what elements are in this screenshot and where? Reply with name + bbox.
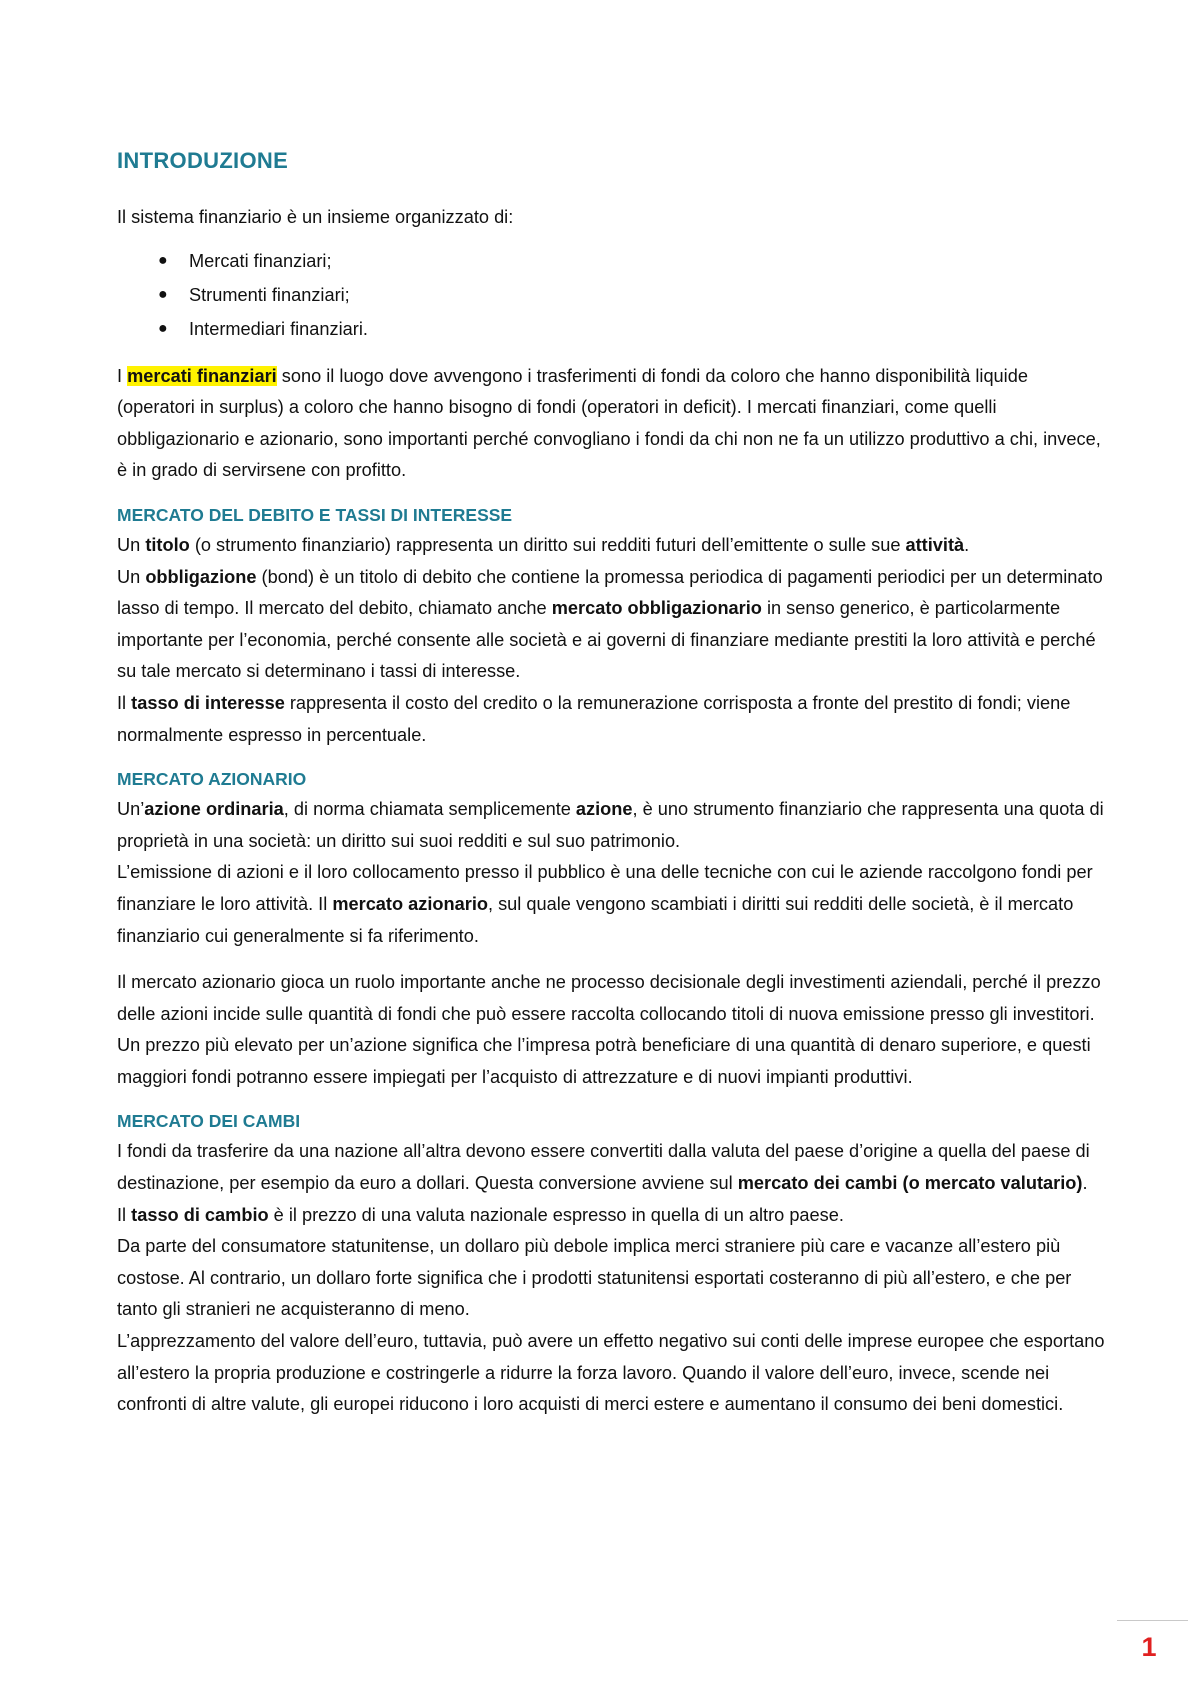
bold-term: attività [905,534,965,555]
text-span: Un [117,566,146,587]
bold-term: tasso di interesse [131,692,285,713]
text-span: è il prezzo di una valuta nazionale espresso in quella di un altro paese. [268,1204,844,1225]
list-item [117,278,1107,312]
azionario-paragraph-2 [117,857,1107,952]
debito-paragraph-3 [117,688,1107,751]
bold-term: azione ordinaria [144,799,284,820]
text-span: sono il luogo dove avvengono i trasferimenti di fondi da coloro che hanno disponibilità liquide (operatori in surplus) a coloro che hanno bisogno di fondi (operatori in deficit). I mercati finanziari, come quelli obbligazionario e azionario, sono importanti perché convogliano i fondi da chi non ne fa un utilizzo produttivo a chi, invece, è in grado di servirsene con profitto. [117,365,1101,481]
list-item [117,312,1107,346]
list-item-text: Strumenti finanziari; [189,284,350,305]
bold-term: obbligazione [145,566,257,587]
bullet-icon: ● [158,251,168,269]
section-heading-debito: MERCATO DEL DEBITO E TASSI DI INTERESSE [117,504,513,525]
section-heading-azionario: MERCATO AZIONARIO [117,769,307,790]
page-number: 1 [1141,1632,1157,1662]
text-span: rappresenta il costo del credito o la remunerazione corrisposta a fronte del prestito di fondi; viene normalmente espresso in percentuale. [117,692,1071,745]
highlighted-term: mercati finanziari [127,365,277,386]
bold-term: mercato obbligazionario [551,598,762,619]
text-span: . [1082,1173,1088,1194]
intro-heading: INTRODUZIONE [117,148,289,173]
list-item-text: Intermediari finanziari. [189,318,368,339]
debito-paragraph-2 [117,562,1107,688]
page-content [117,146,1107,1421]
bold-term: titolo [145,534,190,555]
text-span: Il [117,692,132,713]
text-span: I fondi da trasferire da una nazione all’altra devono essere convertiti dalla valuta del paese d’origine a quella del paese di destinazione, per esempio da euro a dollari. Questa conversione avviene sul [117,1141,1090,1194]
cambi-paragraph-1 [117,1136,1107,1199]
text-span: in senso generico, è particolarmente importante per l’economia, perché consente alle società e ai governi di finanziare mediante prestiti la loro attività e perché su tale mercato si determinano i tassi di interesse. [117,598,1096,682]
azionario-paragraph-1 [117,794,1107,857]
text-span: (bond) è un titolo di debito che contiene la promessa periodica di pagamenti periodici per un determinato lasso di tempo. Il mercato del debito, chiamato anche [117,566,1103,619]
text-span: Un [117,534,146,555]
footer-divider [1117,1620,1188,1621]
text-span: I [117,365,128,386]
text-span: . [964,534,970,555]
list-item [117,244,1107,278]
cambi-paragraph-4: L’apprezzamento del valore dell’euro, tuttavia, può avere un effetto negativo sui conti delle imprese europee che esportano all’estero la propria produzione e costringerle a ridurre la forza lavoro. Quando il valore dell’euro, invece, scende nei confronti di altre valute, gli europei riducono i loro acquisti di merci estere e aumentano il consumo dei beni domestici. [117,1331,1105,1415]
text-span: , sul quale vengono scambiati i diritti sui redditi delle società, è il mercato finanziario cui generalmente si fa riferimento. [117,893,1074,946]
bold-term: mercato dei cambi (o mercato valutario) [737,1173,1083,1194]
bold-term: azione [575,799,633,820]
text-span: , di norma chiamata semplicemente [283,799,576,820]
bullet-icon: ● [158,319,168,337]
bullet-icon: ● [158,285,168,303]
bold-term: tasso di cambio [131,1204,269,1225]
list-item-text: Mercati finanziari; [189,250,332,271]
intro-lead: Il sistema finanziario è un insieme organizzato di: [117,207,514,227]
text-span: (o strumento finanziario) rappresenta un diritto sui redditi futuri dell’emittente o sulle sue [189,534,906,555]
intro-paragraph [117,361,1107,487]
azionario-paragraph-3: Il mercato azionario gioca un ruolo importante anche ne processo decisionale degli investimenti aziendali, perché il prezzo delle azioni incide sulle quantità di fondi che può essere raccolta collocando titoli di nuova emissione presso gli investitori. Un prezzo più elevato per un’azione significa che l’impresa potrà beneficiare di una quantità di denaro superiore, e questi maggiori fondi potranno essere impiegati per l’acquisto di attrezzature e di nuovi impianti produttivi. [117,972,1101,1087]
bullet-list [117,244,1107,346]
text-span: L’emissione di azioni e il loro collocamento presso il pubblico è una delle tecniche con cui le aziende raccolgono fondi per finanziare le loro attività. Il [117,862,1093,914]
text-span: , è uno strumento finanziario che rappresenta una quota di proprietà in una società: un diritto sui suoi redditi e sul suo patrimonio. [117,799,1104,851]
section-heading-cambi: MERCATO DEI CAMBI [117,1111,301,1132]
cambi-paragraph-2 [117,1200,1107,1232]
cambi-paragraph-3: Da parte del consumatore statunitense, un dollaro più debole implica merci straniere più care e vacanze all’estero più costose. Al contrario, un dollaro forte significa che i prodotti statunitensi esportati costeranno di più all’estero, e che per tanto gli stranieri ne acquisteranno di meno. [117,1236,1072,1320]
bold-term: mercato azionario [332,893,488,914]
debito-paragraph-1 [117,530,1107,562]
text-span: Un’ [117,799,145,820]
text-span: Il [117,1204,132,1225]
